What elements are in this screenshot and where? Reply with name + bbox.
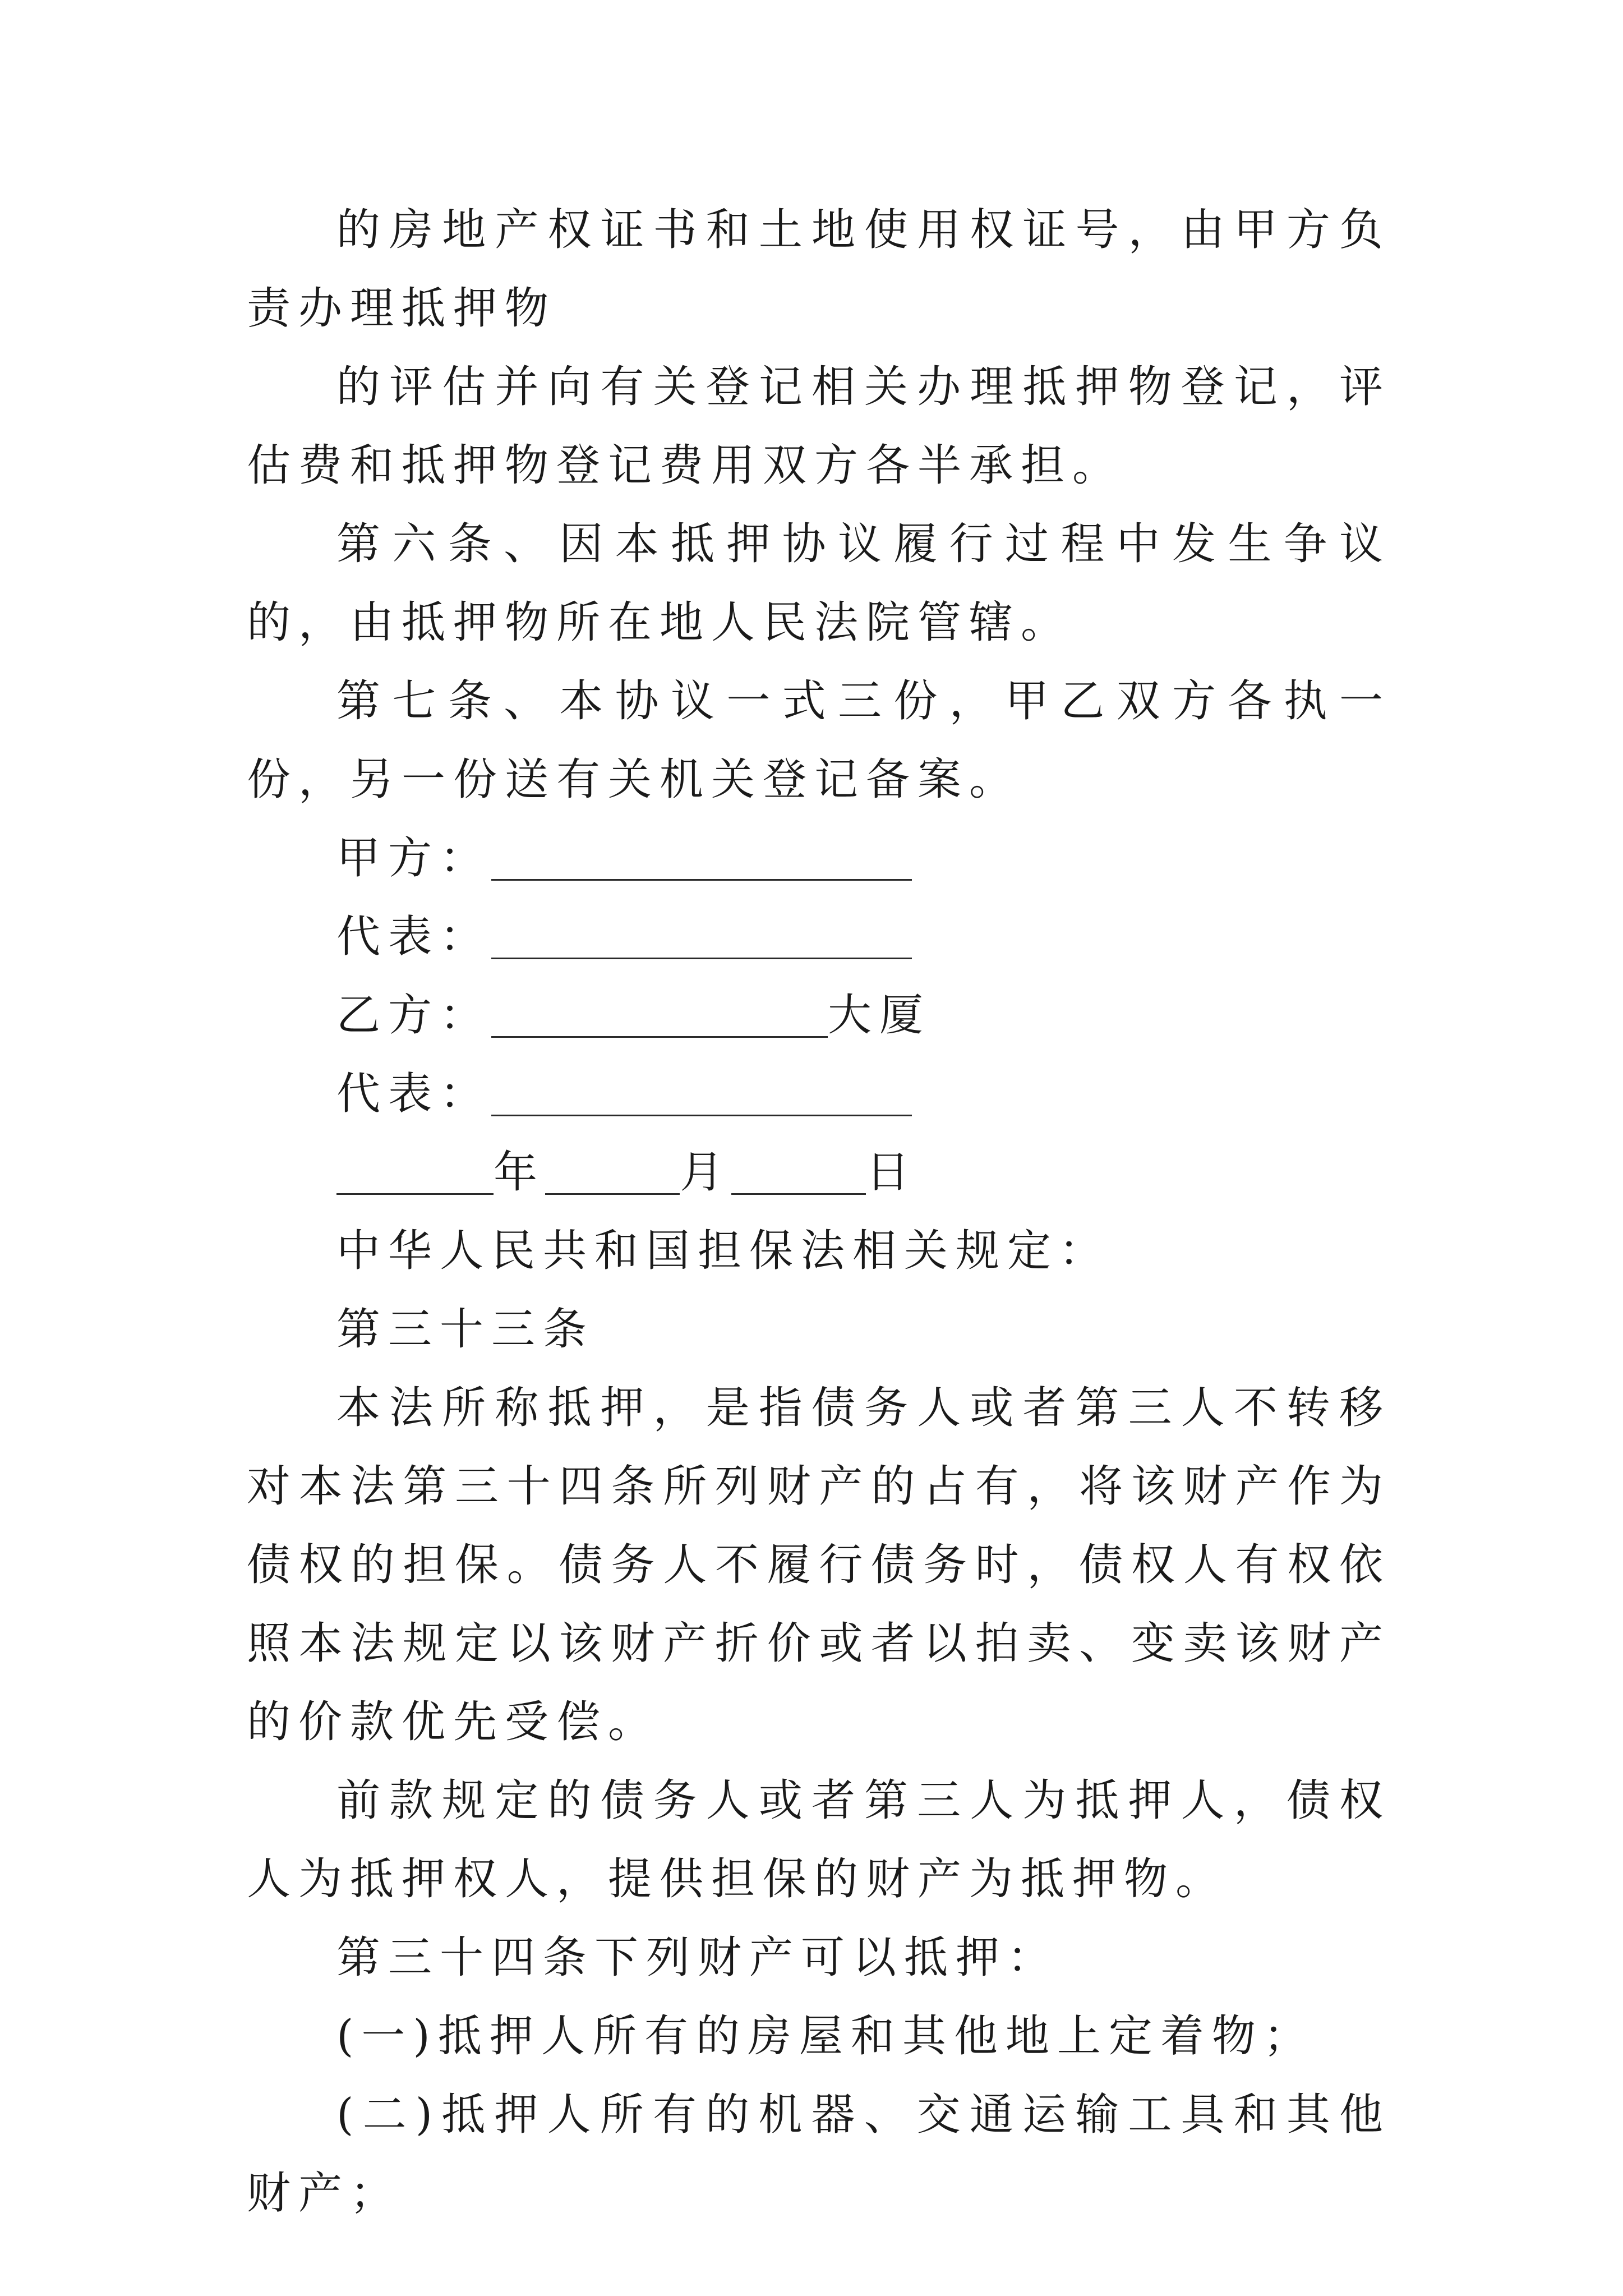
party-b-suffix: 大厦 <box>828 990 932 1041</box>
article-33-text-2: 前款规定的债务人或者第三人为抵押人，债权人为抵押权人，提供担保的财产为抵押物。 <box>247 1775 1391 1904</box>
article-34-heading: 第三十四条下列财产可以抵押： <box>336 1932 1059 1983</box>
party-a-blank <box>491 827 912 881</box>
document-body <box>247 191 1391 2233</box>
year-label: 年 <box>494 1147 546 1198</box>
law-heading: 中华人民共和国担保法相关规定： <box>336 1226 1111 1276</box>
rep-a-blank <box>491 906 912 959</box>
rep-b-label: 代表： <box>336 1069 492 1119</box>
month-blank <box>545 1142 680 1195</box>
article-33-text: 本法所称抵押，是指债务人或者第三人不转移对本法第三十四条所列财产的占有，将该财产作为债权的担保。债务人不履行债务时，债权人有权依照本法规定以该财产折价或者以拍卖、变卖该财产的价款优先受偿。 <box>247 1383 1391 1747</box>
article-34-item-1: (一)抵押人所有的房屋和其他地上定着物； <box>336 2011 1315 2062</box>
rep-b-blank <box>491 1063 912 1116</box>
day-label: 日 <box>866 1147 918 1198</box>
paragraph-article-6: 第六条、因本抵押协议履行过程中发生争议的，由抵押物所在地人民法院管辖。 <box>247 519 1391 648</box>
party-b-blank <box>491 984 828 1038</box>
signature-date <box>247 1133 1391 1212</box>
paragraph-article-7: 第七条、本协议一式三份，甲乙双方各执一份，另一份送有关机关登记备案。 <box>247 676 1391 805</box>
signature-party-a <box>247 819 1391 898</box>
article-33-heading: 第三十三条 <box>336 1304 595 1355</box>
article-34-item-2: (二)抵押人所有的机器、交通运输工具和其他财产； <box>247 2090 1391 2219</box>
paragraph-appraisal-registration: 的评估并向有关登记相关办理抵押物登记，评估费和抵押物登记费用双方各半承担。 <box>247 362 1391 491</box>
rep-a-label: 代表： <box>336 912 492 962</box>
party-a-label: 甲方： <box>336 833 492 884</box>
month-label: 月 <box>680 1147 732 1198</box>
signature-rep-a <box>247 898 1391 976</box>
signature-rep-b <box>247 1055 1391 1133</box>
paragraph-property-certificate: 的房地产权证书和土地使用权证号，由甲方负责办理抵押物 <box>247 205 1391 334</box>
day-blank <box>731 1142 866 1195</box>
party-b-label: 乙方： <box>336 990 492 1041</box>
signature-party-b <box>247 976 1391 1055</box>
year-blank <box>336 1142 494 1195</box>
